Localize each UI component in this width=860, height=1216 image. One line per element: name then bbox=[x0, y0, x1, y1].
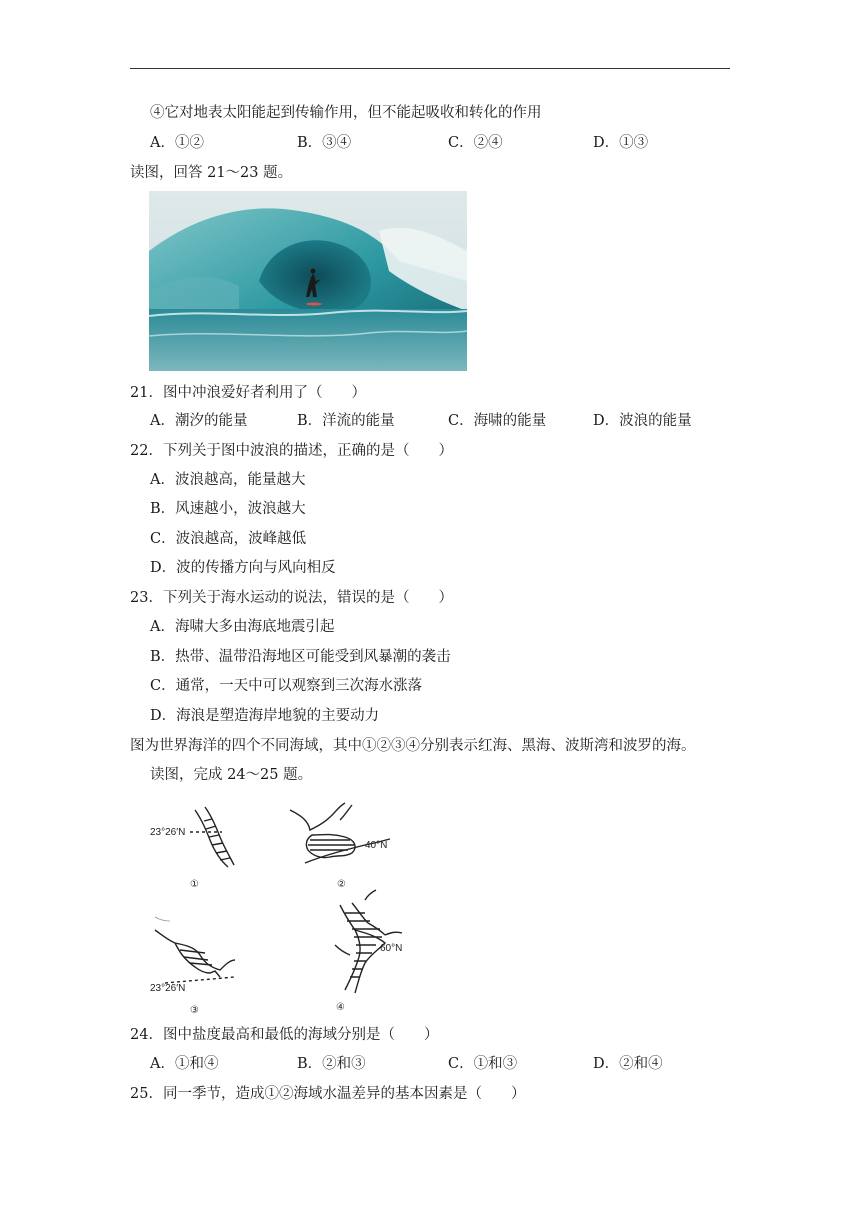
prev-option-c: C．②④ bbox=[448, 135, 503, 151]
q21-option-b: B．洋流的能量 bbox=[297, 413, 395, 429]
q21-option-c: C．海啸的能量 bbox=[448, 413, 547, 429]
sea-area-maps bbox=[140, 795, 420, 1020]
map3-latitude: 23°26′N bbox=[150, 983, 186, 994]
q23-option-b: B．热带、温带沿海地区可能受到风暴潮的袭击 bbox=[150, 649, 451, 665]
q23-option-c: C．通常，一天中可以观察到三次海水涨落 bbox=[150, 678, 423, 694]
map3-number: ③ bbox=[190, 1005, 199, 1016]
q21-option-d: D．波浪的能量 bbox=[593, 413, 692, 429]
q22-option-b: B．风速越小，波浪越大 bbox=[150, 501, 306, 517]
map-persian-gulf bbox=[155, 917, 235, 983]
map1-number: ① bbox=[190, 879, 199, 890]
header-rule bbox=[130, 68, 730, 69]
q22-stem: 22．下列关于图中波浪的描述，正确的是（ ） bbox=[130, 443, 453, 459]
q24-option-a: A．①和④ bbox=[150, 1056, 219, 1072]
map4-latitude: 60°N bbox=[380, 943, 403, 954]
q24-option-b: B．②和③ bbox=[297, 1056, 366, 1072]
map-baltic-sea bbox=[335, 890, 402, 993]
map-red-sea bbox=[190, 807, 234, 867]
q22-option-a: A．波浪越高，能量越大 bbox=[150, 472, 306, 488]
q23-option-d: D．海浪是塑造海岸地貌的主要动力 bbox=[150, 708, 380, 724]
map4-number: ④ bbox=[336, 1002, 345, 1013]
prev-option-a: A．①② bbox=[150, 135, 204, 151]
q21-option-a: A．潮汐的能量 bbox=[150, 413, 248, 429]
map2-number: ② bbox=[337, 879, 346, 890]
prev-option-b: B．③④ bbox=[297, 135, 352, 151]
map2-latitude: 40°N bbox=[365, 840, 388, 851]
intro-24-25-line1: 图为世界海洋的四个不同海域，其中①②③④分别表示红海、黑海、波斯湾和波罗的海。 bbox=[130, 738, 696, 754]
q23-stem: 23．下列关于海水运动的说法，错误的是（ ） bbox=[130, 590, 453, 606]
map1-latitude: 23°26′N bbox=[150, 827, 186, 838]
q21-stem: 21．图中冲浪爱好者利用了（ ） bbox=[130, 385, 366, 401]
intro-21-23: 读图，回答 21～23 题。 bbox=[130, 165, 293, 181]
surfer-wave-photo bbox=[149, 191, 467, 371]
q24-option-d: D．②和④ bbox=[593, 1056, 663, 1072]
map-black-sea bbox=[290, 803, 390, 863]
q22-option-d: D．波的传播方向与风向相反 bbox=[150, 560, 336, 576]
q25-stem: 25．同一季节，造成①②海域水温差异的基本因素是（ ） bbox=[130, 1086, 526, 1102]
prev-statement-4: ④它对地表太阳能起到传输作用，但不能起吸收和转化的作用 bbox=[150, 105, 542, 121]
q24-stem: 24．图中盐度最高和最低的海域分别是（ ） bbox=[130, 1027, 439, 1043]
prev-option-d: D．①③ bbox=[593, 135, 649, 151]
q23-option-a: A．海啸大多由海底地震引起 bbox=[150, 619, 335, 635]
q24-option-c: C．①和③ bbox=[448, 1056, 518, 1072]
q22-option-c: C．波浪越高，波峰越低 bbox=[150, 531, 307, 547]
intro-24-25-line2: 读图，完成 24～25 题。 bbox=[150, 767, 313, 783]
